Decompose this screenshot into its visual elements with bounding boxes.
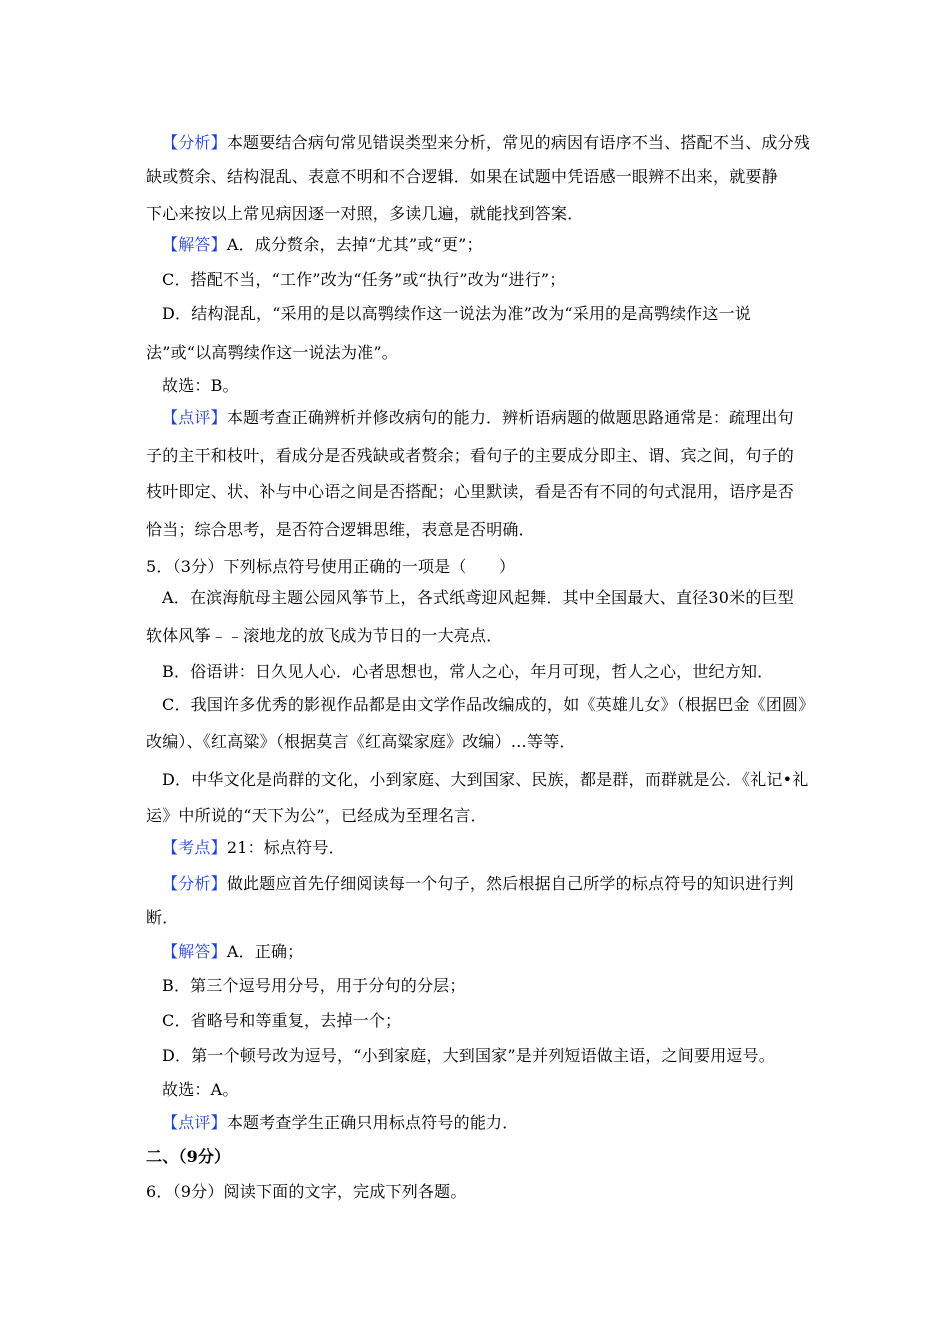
section-tag: 【考点】: [162, 838, 227, 857]
line-text: A．在滨海航母主题公园风筝节上，各式纸鸢迎风起舞．其中全国最大、直径30米的巨型: [162, 588, 794, 607]
text-line: [162, 133, 810, 153]
text-line: [146, 446, 794, 466]
section-heading: [146, 1147, 230, 1167]
text-line: [162, 588, 794, 608]
section-tag: 【分析】: [162, 133, 227, 152]
text-line: [162, 838, 345, 858]
text-line: [146, 482, 794, 502]
text-line: [146, 520, 535, 540]
text-line: [162, 874, 794, 894]
text-line: [146, 806, 487, 826]
line-text: 本题考查正确辨析并修改病句的能力．辨析语病题的做题思路通常是：疏理出句: [226, 408, 794, 427]
section-tag: 【点评】: [162, 408, 227, 427]
line-text: C．搭配不当，“工作”改为“任务”或“执行”改为“进行”；: [162, 270, 566, 289]
text-line: [162, 408, 794, 428]
line-text: 软体风筝﹣﹣滚地龙的放飞成为节日的一大亮点．: [146, 626, 503, 645]
line-text: 6．（9分）阅读下面的文字，完成下列各题。: [146, 1182, 467, 1201]
text-line: [162, 695, 814, 715]
line-text: 枝叶即定、状、补与中心语之间是否搭配；心里默读，看是否有不同的句式混用，语序是否: [146, 482, 795, 501]
section-tag: 【解答】: [162, 235, 227, 254]
text-line: [146, 343, 398, 363]
line-text: 本题要结合病句常见错误类型来分析，常见的病因有语序不当、搭配不当、成分残: [226, 133, 811, 152]
text-line: [162, 376, 239, 396]
text-line: [162, 770, 808, 790]
line-text: 5．（3分）下列标点符号使用正确的一项是（ ）: [146, 557, 516, 576]
text-line: [162, 1011, 401, 1031]
text-line: [162, 1046, 775, 1066]
line-text: C．省略号和等重复，去掉一个；: [162, 1011, 402, 1030]
line-text: 下心来按以上常见病因逐一对照，多读几遍，就能找到答案．: [146, 204, 584, 223]
line-text: 故选：A。: [162, 1080, 239, 1099]
text-line: [146, 626, 502, 646]
text-line: [146, 732, 576, 752]
line-text: A．成分赘余，去掉“尤其”或“更”；: [226, 235, 483, 254]
line-text: D．第一个顿号改为逗号，“小到家庭，大到国家”是并列短语做主语，之间要用逗号。: [162, 1046, 775, 1065]
line-text: 缺或赘余、结构混乱、表意不明和不合逻辑．如果在试题中凭语感一眼辨不出来，就要静: [146, 167, 778, 186]
text-line: [162, 304, 751, 324]
text-line: [162, 662, 773, 682]
line-text: 改编）、《红高粱》（根据莫言《红高粱家庭》改编）…等等．: [146, 732, 576, 751]
line-text: 恰当；综合思考，是否符合逻辑思维，表意是否明确．: [146, 520, 535, 539]
line-text: 断．: [146, 908, 179, 927]
line-text: B．第三个逗号用分号，用于分句的分层；: [162, 976, 466, 995]
line-text: 21：标点符号．: [226, 838, 345, 857]
text-line: [146, 908, 178, 928]
line-text: C．我国许多优秀的影视作品都是由文学作品改编成的，如《英雄儿女》（根据巴金《团圆》: [162, 695, 815, 714]
line-text: 做此题应首先仔细阅读每一个句子，然后根据自己所学的标点符号的知识进行判: [226, 874, 794, 893]
text-line: [162, 1113, 518, 1133]
section-tag: 【分析】: [162, 874, 227, 893]
section-tag: 【解答】: [162, 942, 227, 961]
section-tag: 【点评】: [162, 1113, 227, 1132]
line-text: 运》中所说的“天下为公”，已经成为至理名言．: [146, 806, 487, 825]
line-text: 子的主干和枝叶，看成分是否残缺或者赘余；看句子的主要成分即主、谓、宾之间，句子的: [146, 446, 795, 465]
line-text: 法”或“以高鹗续作这一说法为准”。: [146, 343, 398, 362]
text-line: [146, 167, 778, 187]
text-line: [146, 1182, 467, 1202]
line-text: 本题考查学生正确只用标点符号的能力．: [226, 1113, 519, 1132]
line-text: 二、（9分）: [146, 1147, 231, 1166]
line-text: 故选：B。: [162, 376, 239, 395]
text-line: [162, 270, 565, 290]
text-line: [146, 557, 515, 577]
line-text: D．中华文化是尚群的文化，小到家庭、大到国家、民族，都是群，而群就是公．《礼记•礼: [162, 770, 809, 789]
line-text: B．俗语讲：日久见人心．心者思想也，常人之心，年月可现，哲人之心，世纪方知．: [162, 662, 774, 681]
line-text: D．结构混乱，“采用的是以高鹗续作这一说法为准”改为“采用的是高鹗续作这一说: [162, 304, 751, 323]
text-line: [146, 204, 583, 224]
text-line: [162, 976, 466, 996]
line-text: A．正确；: [226, 942, 304, 961]
text-line: [162, 1080, 239, 1100]
text-line: [162, 942, 303, 962]
text-line: [162, 235, 483, 255]
